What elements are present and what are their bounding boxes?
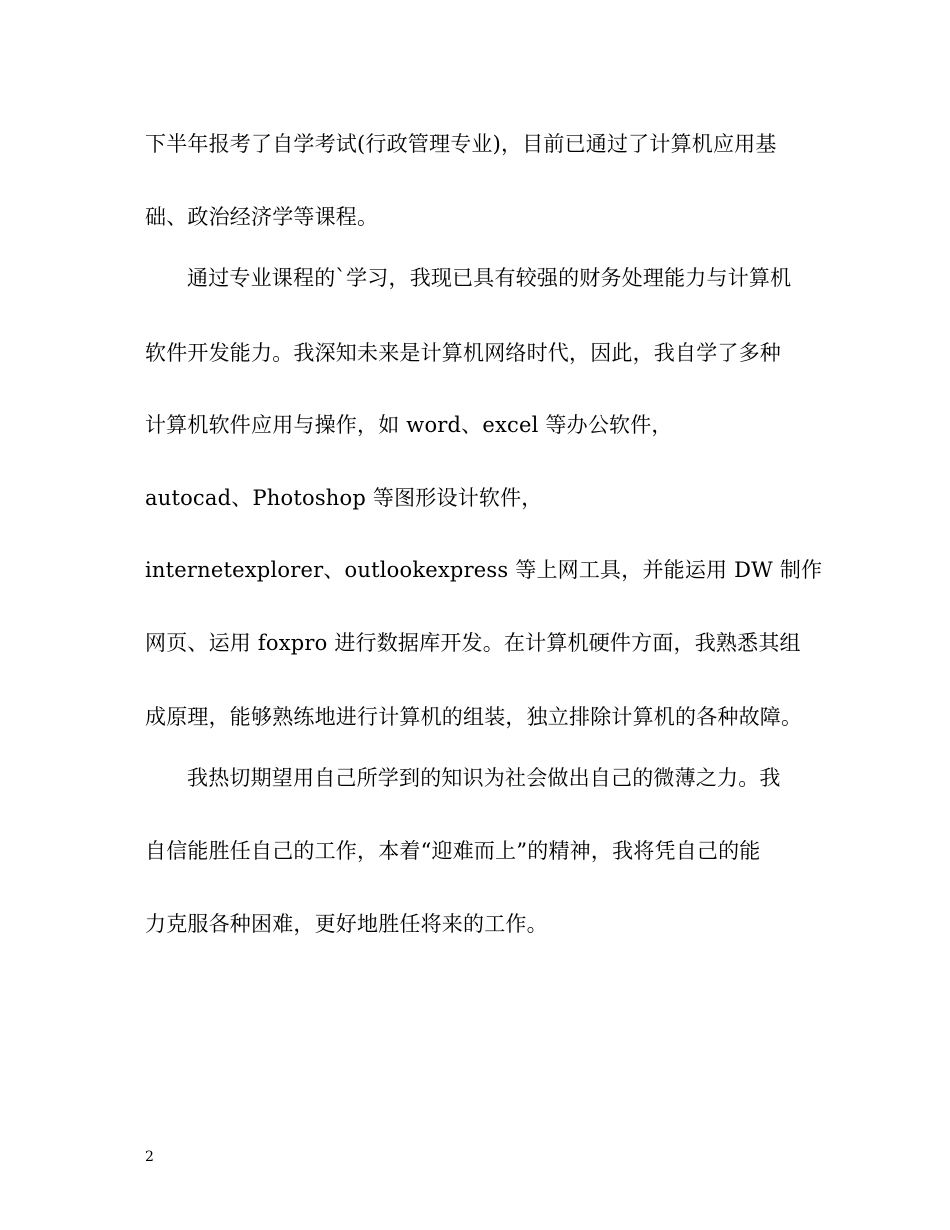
paragraph-start-line: 我热切期望用自己所学到的知识为社会做出自己的微薄之力。我 (187, 766, 781, 790)
text-line-12: 力克服各种困难，更好地胜任将来的工作。 (145, 912, 548, 936)
text-line-9: 成原理，能够熟练地进行计算机的组装，独立排除计算机的各种故障。 (145, 705, 803, 729)
text-line-11: 自信能胜任自己的工作，本着“迎难而上”的精神，我将凭自己的能 (145, 839, 761, 863)
text-line-2: 础、政治经济学等课程。 (145, 205, 379, 229)
text-line-6: autocad、Photoshop 等图形设计软件， (145, 486, 543, 510)
text-line-7: internetexplorer、outlookexpress 等上网工具，并能运用 DW 制作 (145, 558, 823, 582)
paragraph-start-line: 通过专业课程的`学习，我现已具有较强的财务处理能力与计算机 (187, 266, 792, 290)
text-line-1: 下半年报考了自学考试(行政管理专业)，目前已通过了计算机应用基 (145, 132, 777, 156)
text-line-5: 计算机软件应用与操作，如 word、excel 等办公软件， (145, 413, 673, 437)
text-line-4: 软件开发能力。我深知未来是计算机网络时代，因此，我自学了多种 (145, 341, 781, 365)
text-line-8: 网页、运用 foxpro 进行数据库开发。在计算机硬件方面，我熟悉其组 (145, 631, 801, 655)
page-number: 2 (145, 1149, 154, 1165)
